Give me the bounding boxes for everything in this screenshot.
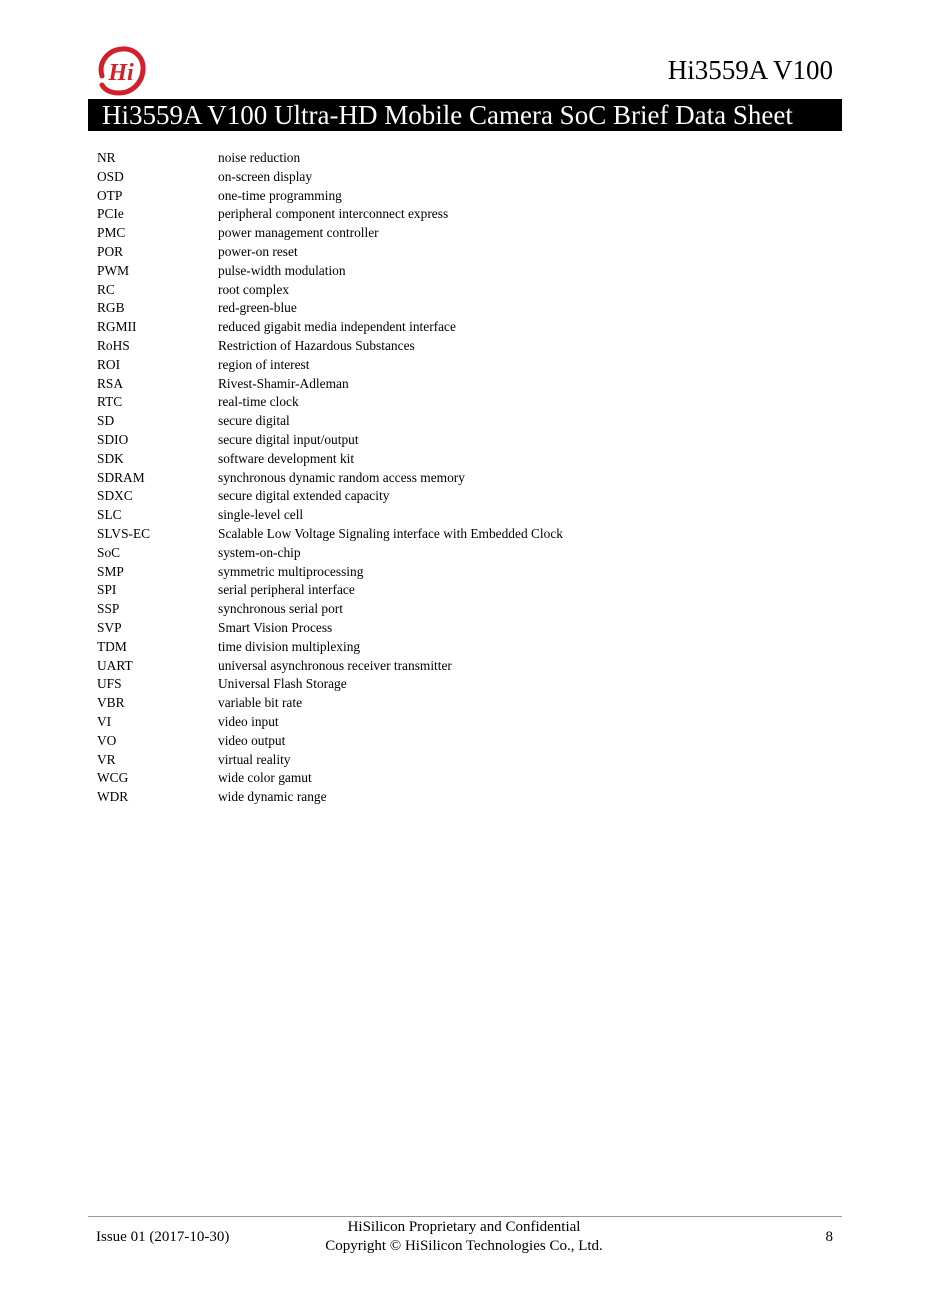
abbreviation-row xyxy=(97,356,837,375)
abbreviation-term: SDK xyxy=(97,450,124,466)
abbreviation-row xyxy=(97,506,837,525)
abbreviation-term: UART xyxy=(97,657,133,673)
abbreviation-row xyxy=(97,694,837,713)
abbreviation-row xyxy=(97,619,837,638)
abbreviation-row xyxy=(97,243,837,262)
abbreviation-term: TDM xyxy=(97,638,127,654)
abbreviation-definition: pulse-width modulation xyxy=(218,262,346,278)
abbreviation-term: PCIe xyxy=(97,206,124,222)
abbreviation-term: WCG xyxy=(97,770,129,786)
abbreviation-definition: symmetric multiprocessing xyxy=(218,563,364,579)
abbreviation-term: RGB xyxy=(97,300,125,316)
document-title: Hi3559A V100 Ultra-HD Mobile Camera SoC Brief Data Sheet xyxy=(102,100,793,130)
abbreviation-definition: peripheral component interconnect express xyxy=(218,206,449,222)
abbreviation-definition: noise reduction xyxy=(218,150,301,165)
abbreviation-term: RTC xyxy=(97,394,123,410)
abbreviation-term: SD xyxy=(97,413,115,429)
abbreviation-definition: Scalable Low Voltage Signaling interface with Embedded Clock xyxy=(218,525,563,541)
abbreviation-definition: synchronous dynamic random access memory xyxy=(218,469,465,485)
abbreviation-row xyxy=(97,168,837,187)
abbreviation-row xyxy=(97,675,837,694)
abbreviation-term: UFS xyxy=(97,676,122,692)
abbreviation-term: VI xyxy=(97,713,112,729)
abbreviation-term: SDIO xyxy=(97,431,129,447)
abbreviation-term: SMP xyxy=(97,563,124,579)
abbreviation-row xyxy=(97,525,837,544)
abbreviation-definition: root complex xyxy=(218,281,290,297)
abbreviation-definition: single-level cell xyxy=(218,507,304,523)
abbreviation-term: PWM xyxy=(97,262,129,278)
abbreviation-row xyxy=(97,412,837,431)
abbreviation-definition: software development kit xyxy=(218,450,355,466)
abbreviation-term: SLC xyxy=(97,507,122,523)
abbreviation-term: PMC xyxy=(97,225,126,241)
abbreviation-row xyxy=(97,281,837,300)
abbreviation-row xyxy=(97,299,837,318)
abbreviation-term: SSP xyxy=(97,601,120,617)
abbreviation-term: RSA xyxy=(97,375,124,391)
abbreviation-row xyxy=(97,732,837,751)
footer-divider xyxy=(88,1216,842,1217)
abbreviation-row xyxy=(97,581,837,600)
abbreviation-row xyxy=(97,638,837,657)
page-number: 8 xyxy=(825,1229,833,1245)
abbreviation-term: SLVS-EC xyxy=(97,525,151,541)
abbreviation-definition: on-screen display xyxy=(218,168,313,184)
abbreviation-row xyxy=(97,600,837,619)
abbreviation-row xyxy=(97,262,837,281)
abbreviation-term: SDRAM xyxy=(97,469,145,485)
abbreviation-row xyxy=(97,450,837,469)
document-title-bar xyxy=(88,99,842,131)
footer-notice xyxy=(264,1218,664,1256)
abbreviation-term: VBR xyxy=(97,695,125,711)
abbreviation-row xyxy=(97,205,837,224)
abbreviation-definition: power management controller xyxy=(218,225,379,241)
abbreviation-definition: secure digital xyxy=(218,413,290,429)
abbreviation-term: RoHS xyxy=(97,337,130,353)
abbreviation-definition: Restriction of Hazardous Substances xyxy=(218,337,415,353)
abbreviation-term: RC xyxy=(97,281,115,297)
abbreviation-row xyxy=(97,563,837,582)
abbreviation-term: SDXC xyxy=(97,488,133,504)
abbreviation-term: WDR xyxy=(97,789,129,805)
hisilicon-logo-icon xyxy=(96,46,146,96)
abbreviation-row xyxy=(97,788,837,807)
abbreviation-row xyxy=(97,149,837,168)
abbreviation-definition: video output xyxy=(218,732,286,748)
abbreviation-list xyxy=(97,149,837,807)
abbreviation-term: SPI xyxy=(97,582,117,598)
abbreviation-definition: synchronous serial port xyxy=(218,601,343,617)
abbreviation-definition: real-time clock xyxy=(218,394,299,410)
abbreviation-definition: universal asynchronous receiver transmitter xyxy=(218,657,452,673)
abbreviation-row xyxy=(97,224,837,243)
abbreviation-definition: Universal Flash Storage xyxy=(218,676,347,692)
abbreviation-definition: one-time programming xyxy=(218,187,342,203)
abbreviation-row xyxy=(97,337,837,356)
footer-copyright: Copyright © HiSilicon Technologies Co., Ltd. xyxy=(325,1238,603,1254)
abbreviation-definition: video input xyxy=(218,713,279,729)
abbreviation-definition: secure digital input/output xyxy=(218,431,359,447)
abbreviation-row xyxy=(97,769,837,788)
abbreviation-row xyxy=(97,431,837,450)
abbreviation-row xyxy=(97,487,837,506)
abbreviation-row xyxy=(97,393,837,412)
abbreviation-row xyxy=(97,469,837,488)
abbreviation-definition: time division multiplexing xyxy=(218,638,361,654)
abbreviation-term: NR xyxy=(97,150,116,165)
abbreviation-term: SVP xyxy=(97,619,122,635)
abbreviation-definition: system-on-chip xyxy=(218,544,301,560)
abbreviation-row xyxy=(97,318,837,337)
abbreviation-row xyxy=(97,713,837,732)
abbreviation-definition: reduced gigabit media independent interface xyxy=(218,319,456,335)
product-name: Hi3559A V100 xyxy=(667,55,833,85)
abbreviation-row xyxy=(97,544,837,563)
footer-confidential: HiSilicon Proprietary and Confidential xyxy=(347,1219,581,1235)
abbreviation-definition: Rivest-Shamir-Adleman xyxy=(218,375,349,391)
abbreviation-term: VR xyxy=(97,751,116,767)
abbreviation-definition: wide dynamic range xyxy=(218,789,327,805)
abbreviation-definition: virtual reality xyxy=(218,751,291,767)
footer-issue: Issue 01 (2017-10-30) xyxy=(96,1229,230,1245)
abbreviation-term: OTP xyxy=(97,187,123,203)
abbreviation-definition: serial peripheral interface xyxy=(218,582,355,598)
abbreviation-definition: red-green-blue xyxy=(218,300,297,316)
abbreviation-row xyxy=(97,751,837,770)
abbreviation-term: POR xyxy=(97,243,124,259)
abbreviation-term: OSD xyxy=(97,168,124,184)
abbreviation-definition: variable bit rate xyxy=(218,695,303,711)
abbreviation-definition: region of interest xyxy=(218,356,310,372)
svg-text:Hi: Hi xyxy=(108,60,134,86)
abbreviation-definition: Smart Vision Process xyxy=(218,619,333,635)
abbreviation-term: RGMII xyxy=(97,319,137,335)
abbreviation-row xyxy=(97,187,837,206)
abbreviation-term: SoC xyxy=(97,544,121,560)
abbreviation-term: VO xyxy=(97,732,117,748)
abbreviation-definition: power-on reset xyxy=(218,243,298,259)
abbreviation-definition: wide color gamut xyxy=(218,770,312,786)
abbreviation-term: ROI xyxy=(97,356,121,372)
abbreviation-definition: secure digital extended capacity xyxy=(218,488,390,504)
abbreviation-row xyxy=(97,375,837,394)
abbreviation-row xyxy=(97,657,837,676)
